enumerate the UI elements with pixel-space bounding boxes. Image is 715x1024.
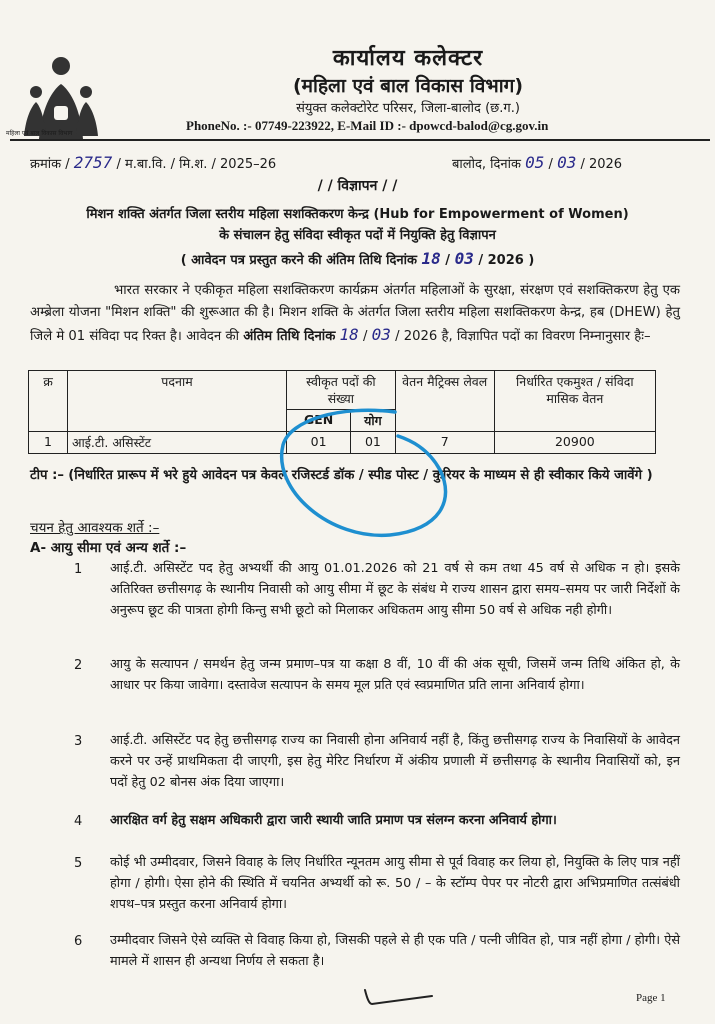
note-text: (निर्धारित प्रारूप में भरे हुये आवेदन पत्र केवल रजिस्टर्ड डॉक / स्पीड पोस्ट / कुरियर के माध्यम से ही स्वीकार किये जावेंगे ) bbox=[68, 468, 653, 483]
note-label: टीप :– bbox=[30, 468, 65, 483]
contact-line: PhoneNo. :- 07749-223922, E-Mail ID :- dpowcd-balod@cg.gov.in bbox=[186, 118, 549, 133]
reference-number bbox=[30, 153, 276, 172]
deadline-month: 03 bbox=[454, 249, 474, 268]
condition-text: उम्मीदवार जिसने ऐसे व्यक्ति से विवाह किया हो, जिसकी पहले से ही एक पति / पत्नी जीवित हो, पात्र नहीं होगा / होगी। ऐसे मामले में शासन ही अन्यथा निर्णय ले सकता है। bbox=[110, 933, 680, 969]
intro-month: 03 bbox=[371, 325, 391, 344]
advertisement-heading: / / विज्ञापन / / bbox=[317, 178, 398, 194]
table-row bbox=[29, 432, 656, 454]
deadline-day: 18 bbox=[421, 249, 441, 268]
title-deadline: ( आवेदन पत्र प्रस्तुत करने की अंतिम तिथि दिनांक 18 / 03 / 2026 ) bbox=[180, 249, 535, 268]
page-number: Page 1 bbox=[636, 992, 666, 1004]
logo-caption: महिला एवं बाल विकास विभाग bbox=[6, 130, 73, 137]
condition-number: 6 bbox=[74, 934, 83, 949]
cell-pay-level: 7 bbox=[395, 432, 494, 454]
section-heading: चयन हेतु आवश्यक शर्ते :– bbox=[30, 520, 160, 536]
note bbox=[30, 466, 680, 486]
condition-text: आई.टी. असिस्टेंट पद हेतु अभ्यर्थी की आयु 01.01.2026 को 21 वर्ष से कम तथा 45 वर्ष से अधिक न हो। इसके अतिरिक्त छत्तीसगढ़ के स्थानीय निवासी को आयु सीमा में छूट के संबंध मे राज्य शासन द्वारा समय–समय पर जारी निर्देशों के अनुरूप छूट की पात्रता होगी किन्तु सभी छूटो को मिलाकर अधिकतम आयु सीमा 50 वर्ष से अधिक नही होगी। bbox=[110, 561, 680, 618]
col-pay-level: वेतन मैट्रिक्स लेवल bbox=[395, 371, 494, 432]
condition-number: 3 bbox=[74, 734, 83, 749]
col-post: पदनाम bbox=[68, 371, 287, 432]
condition-number: 2 bbox=[74, 658, 83, 673]
issue-date: बालोद, दिनांक 05 / 03 / 2026 bbox=[452, 153, 623, 172]
date-day: 05 bbox=[525, 153, 545, 172]
ref-dept-code: / म.बा.वि. / मि.श. / 2025–26 bbox=[116, 157, 277, 172]
condition-text: कोई भी उम्मीदवार, जिसने विवाह के लिए निर्धारित न्यूनतम आयु सीमा से पूर्व विवाह कर लिया हो, नियुक्ति के लिए पात्र नहीं होगा / होगी। ऐसा होने की स्थिति में चयनित अभ्यर्थी को रू. 50 / – के स्टॉम्प पेपर पर नोटरी द्वारा अभिप्रमाणित तत्संबंधी शपथ–पत्र प्रस्तुत करना अनिवार्य होगा। bbox=[110, 855, 680, 912]
col-serial: क्र bbox=[29, 371, 68, 432]
condition-text: आयु के सत्यापन / समर्थन हेतु जन्म प्रमाण–पत्र या कक्षा 8 वीं, 10 वीं की अंक सूची, जिसमें जन्म तिथि अंकित हो, के आधार पर किया जावेगा। दस्तावेज सत्यापन के समय मूल प्रति एवं स्वप्रमाणित प्रति लाना अनिवार्य होगा। bbox=[110, 657, 680, 693]
col-salary: निर्धारित एकमुश्त / संविदा मासिक वेतन bbox=[494, 371, 655, 432]
col-gen: GEN bbox=[287, 410, 351, 432]
office-title: कार्यालय कलेक्टर bbox=[332, 46, 484, 71]
deadline-prefix: ( आवेदन पत्र प्रस्तुत करने की अंतिम तिथि दिनांक bbox=[180, 253, 417, 268]
office-address: संयुक्त कलेक्टोरेट परिसर, जिला-बालोद (छ.ग.) bbox=[296, 101, 520, 116]
title-line-2: के संचालन हेतु संविदा स्वीकृत पदों में नियुक्ति हेतु विज्ञापन bbox=[219, 228, 496, 243]
ref-handwritten-number: 2757 bbox=[73, 153, 113, 172]
condition-text: आई.टी. असिस्टेंट पद हेतु छत्तीसगढ़ राज्य का निवासी होना अनिवार्य नहीं है, किंतु छत्तीसगढ़ राज्य के निवासियों के आवेदन करने पर उन्हें प्राथमिकता दी जाएगी, इस हेतु मेरिट निर्धारण में अंकीय प्रणाली में छत्तीसगढ़ के स्थानीय निवासियों को, इन पदों हेतु 02 बोनस अंक दिया जाएगा। bbox=[110, 733, 680, 790]
col-total: योग bbox=[351, 410, 396, 432]
intro-day: 18 bbox=[339, 325, 359, 344]
cell-post: आई.टी. असिस्टेंट bbox=[68, 432, 287, 454]
date-year: / 2026 bbox=[580, 157, 623, 172]
cell-salary: 20900 bbox=[494, 432, 655, 454]
header-divider bbox=[10, 139, 710, 141]
intro-deadline-label: अंतिम तिथि दिनांक bbox=[243, 329, 336, 344]
date-month: 03 bbox=[557, 153, 577, 172]
signature-mark bbox=[365, 990, 432, 1004]
deadline-suffix: / 2026 ) bbox=[478, 253, 535, 268]
date-prefix: बालोद, दिनांक bbox=[452, 157, 521, 172]
condition-number: 1 bbox=[74, 562, 83, 577]
condition-number: 5 bbox=[74, 856, 83, 871]
condition-text: आरक्षित वर्ग हेतु सक्षम अधिकारी द्वारा जारी स्थायी जाति प्रमाण पत्र संलग्न करना अनिवार्य होगा। bbox=[110, 813, 557, 828]
subsection-heading: A- आयु सीमा एवं अन्य शर्ते :– bbox=[30, 540, 187, 556]
intro-text: भारत सरकार ने एकीकृत महिला सशक्तिकरण कार्यक्रम अंतर्गत महिलाओं के सुरक्षा, संरक्षण एवं सशक्तिकरण हेतु एक अम्ब्रेला योजना "मिशन शक्ति" की शुरूआत की है। मिशन शक्ति के अंतर्गत जिला स्तरीय महिला सशक्तिकरण केन्द्र, हब (DHEW) हेतु जिले मे 01 संविदा पद रिक्त है। आवेदन की bbox=[30, 283, 680, 344]
condition-number: 4 bbox=[74, 814, 83, 829]
cell-serial: 1 bbox=[29, 432, 68, 454]
intro-paragraph: भारत सरकार ने एकीकृत महिला सशक्तिकरण कार्यक्रम अंतर्गत महिलाओं के सुरक्षा, संरक्षण एवं सशक्तिकरण हेतु एक अम्ब्रेला योजना "मिशन शक्ति" की शुरूआत की है। मिशन शक्ति के अंतर्गत जिला स्तरीय महिला सशक्तिकरण केन्द्र, हब (DHEW) हेतु जिले मे 01 संविदा पद रिक्त है। आवेदन की अंतिम तिथि दिनांक 18 / 03 / 2026 है, विज्ञापित पदों का विवरण निम्नानुसार हैः– bbox=[30, 283, 680, 344]
department-title: (महिला एवं बाल विकास विभाग) bbox=[292, 75, 524, 97]
title-line-1: मिशन शक्ति अंतर्गत जिला स्तरीय महिला सशक्तिकरण केन्द्र (Hub for Empowerment of Women) bbox=[86, 207, 629, 222]
cell-gen: 01 bbox=[287, 432, 351, 454]
cell-total: 01 bbox=[351, 432, 396, 454]
table-header-row bbox=[29, 371, 656, 410]
ref-prefix: क्रमांक / bbox=[30, 157, 70, 172]
col-sanctioned: स्वीकृत पदों की संख्या bbox=[287, 371, 396, 410]
intro-text-end: / 2026 है, विज्ञापित पदों का विवरण निम्नानुसार हैः– bbox=[395, 329, 651, 344]
posts-table bbox=[28, 370, 656, 454]
